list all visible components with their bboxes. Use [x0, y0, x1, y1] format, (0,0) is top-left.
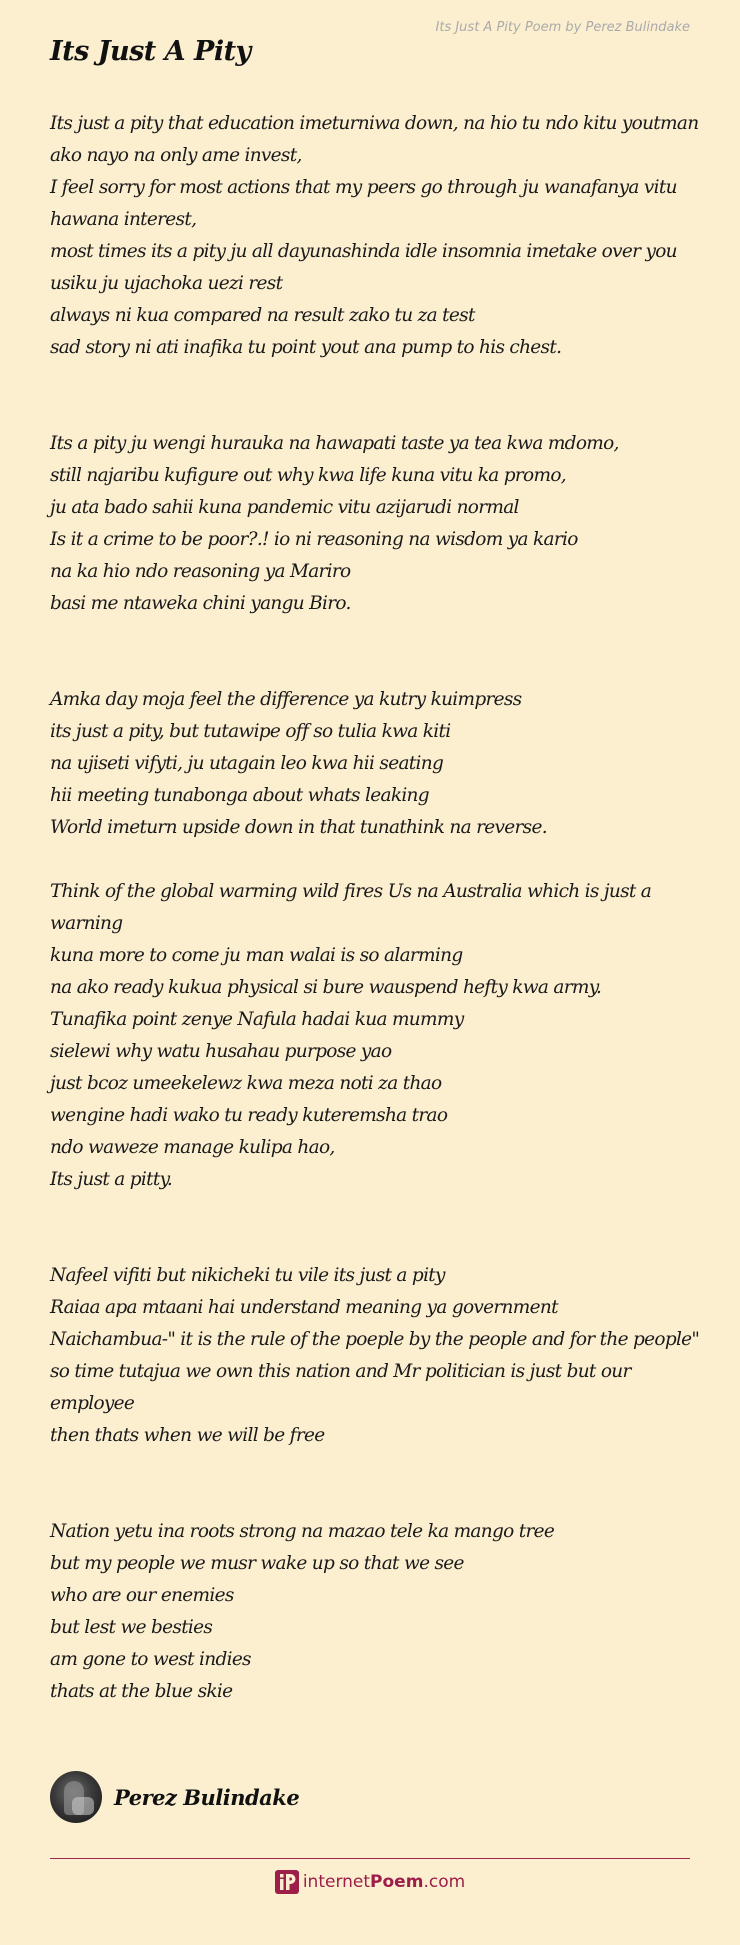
poem-line: ndo waweze manage kulipa hao, [50, 1137, 335, 1158]
poem-line: sad story ni ati inafika tu point yout ana pump to his chest. [50, 337, 562, 358]
poem-line: then thats when we will be free [50, 1425, 325, 1446]
poem-line: Tunafika point zenye Nafula hadai kua mummy [50, 1009, 464, 1030]
stanza-spacer [50, 844, 700, 876]
poem-line: Its a pity ju wengi hurauka na hawapati taste ya tea kwa mdomo, [50, 433, 619, 454]
poem-line: so time tutajua we own this nation and Mr politician is just but our employee [50, 1361, 631, 1414]
poem-line: Its just a pity that education imeturniwa down, na hio tu ndo kitu youtman ako nayo na only ame invest, [50, 113, 699, 166]
stanza-spacer [50, 620, 700, 684]
logo-text-com: .com [423, 1872, 466, 1892]
stanza-1 [50, 108, 700, 364]
poem-line: most times its a pity ju all dayunashinda idle insomnia imetake over you usiku ju ujachoka uezi rest [50, 241, 677, 294]
poem-line: Raiaa apa mtaani hai understand meaning ya government [50, 1297, 558, 1318]
poem-line: sielewi why watu husahau purpose yao [50, 1041, 392, 1062]
author-avatar[interactable] [50, 1771, 102, 1823]
poem-line: na ka hio ndo reasoning ya Mariro [50, 561, 351, 582]
poem-line: na ujiseti vifyti, ju utagain leo kwa hii seating [50, 753, 444, 774]
poem-line: na ako ready kukua physical si bure wauspend hefty kwa army. [50, 977, 602, 998]
poem-title: Its Just A Pity [50, 36, 251, 67]
poem-line: World imeturn upside down in that tunathink na reverse. [50, 817, 547, 838]
poem-line: always ni kua compared na result zako tu za test [50, 305, 475, 326]
author-block[interactable] [50, 1771, 299, 1823]
poem-line: Is it a crime to be poor?.! io ni reasoning na wisdom ya kario [50, 529, 578, 550]
stanza-2 [50, 428, 700, 620]
poem-line: its just a pity, but tutawipe off so tulia kwa kiti [50, 721, 451, 742]
poem-line: but my people we musr wake up so that we see [50, 1553, 464, 1574]
footer-divider [50, 1858, 690, 1859]
poem-line: hii meeting tunabonga about whats leaking [50, 785, 429, 806]
poem-line: Nafeel vifiti but nikicheki tu vile its just a pity [50, 1265, 445, 1286]
site-logo-text [303, 1872, 465, 1892]
logo-text-poem: Poem [370, 1872, 424, 1892]
poem-line: thats at the blue skie [50, 1681, 233, 1702]
poem-line: kuna more to come ju man walai is so alarming [50, 945, 463, 966]
stanza-6 [50, 1516, 700, 1708]
poem-body [50, 108, 700, 1708]
poem-line: but lest we besties [50, 1617, 213, 1638]
site-logo[interactable] [0, 1870, 740, 1894]
poem-line: I feel sorry for most actions that my peers go through ju wanafanya vitu hawana interest, [50, 177, 677, 230]
poem-line: Its just a pitty. [50, 1169, 173, 1190]
stanza-4 [50, 876, 700, 1196]
poem-line: still najaribu kufigure out why kwa life kuna vitu ka promo, [50, 465, 566, 486]
stanza-5 [50, 1260, 700, 1452]
page-caption: Its Just A Pity Poem by Perez Bulindake [435, 20, 690, 35]
poem-line: basi me ntaweka chini yangu Biro. [50, 593, 351, 614]
internetpoem-logo-icon [275, 1870, 299, 1894]
stanza-spacer [50, 1196, 700, 1260]
avatar-figure [72, 1797, 94, 1815]
poem-line: ju ata bado sahii kuna pandemic vitu azijarudi normal [50, 497, 519, 518]
stanza-spacer [50, 364, 700, 428]
poem-line: who are our enemies [50, 1585, 234, 1606]
poem-line: just bcoz umeekelewz kwa meza noti za thao [50, 1073, 442, 1094]
author-name-link[interactable]: Perez Bulindake [114, 1784, 300, 1810]
poem-line: Naichambua-" it is the rule of the poeple by the people and for the people" [50, 1329, 700, 1350]
poem-line: Think of the global warming wild fires Us na Australia which is just a warning [50, 881, 652, 934]
stanza-3 [50, 684, 700, 844]
poem-line: Nation yetu ina roots strong na mazao tele ka mango tree [50, 1521, 555, 1542]
poem-line: wengine hadi wako tu ready kuteremsha trao [50, 1105, 448, 1126]
poem-line: Amka day moja feel the difference ya kutry kuimpress [50, 689, 522, 710]
stanza-spacer [50, 1452, 700, 1516]
logo-text-internet: internet [302, 1872, 371, 1892]
poem-line: am gone to west indies [50, 1649, 251, 1670]
